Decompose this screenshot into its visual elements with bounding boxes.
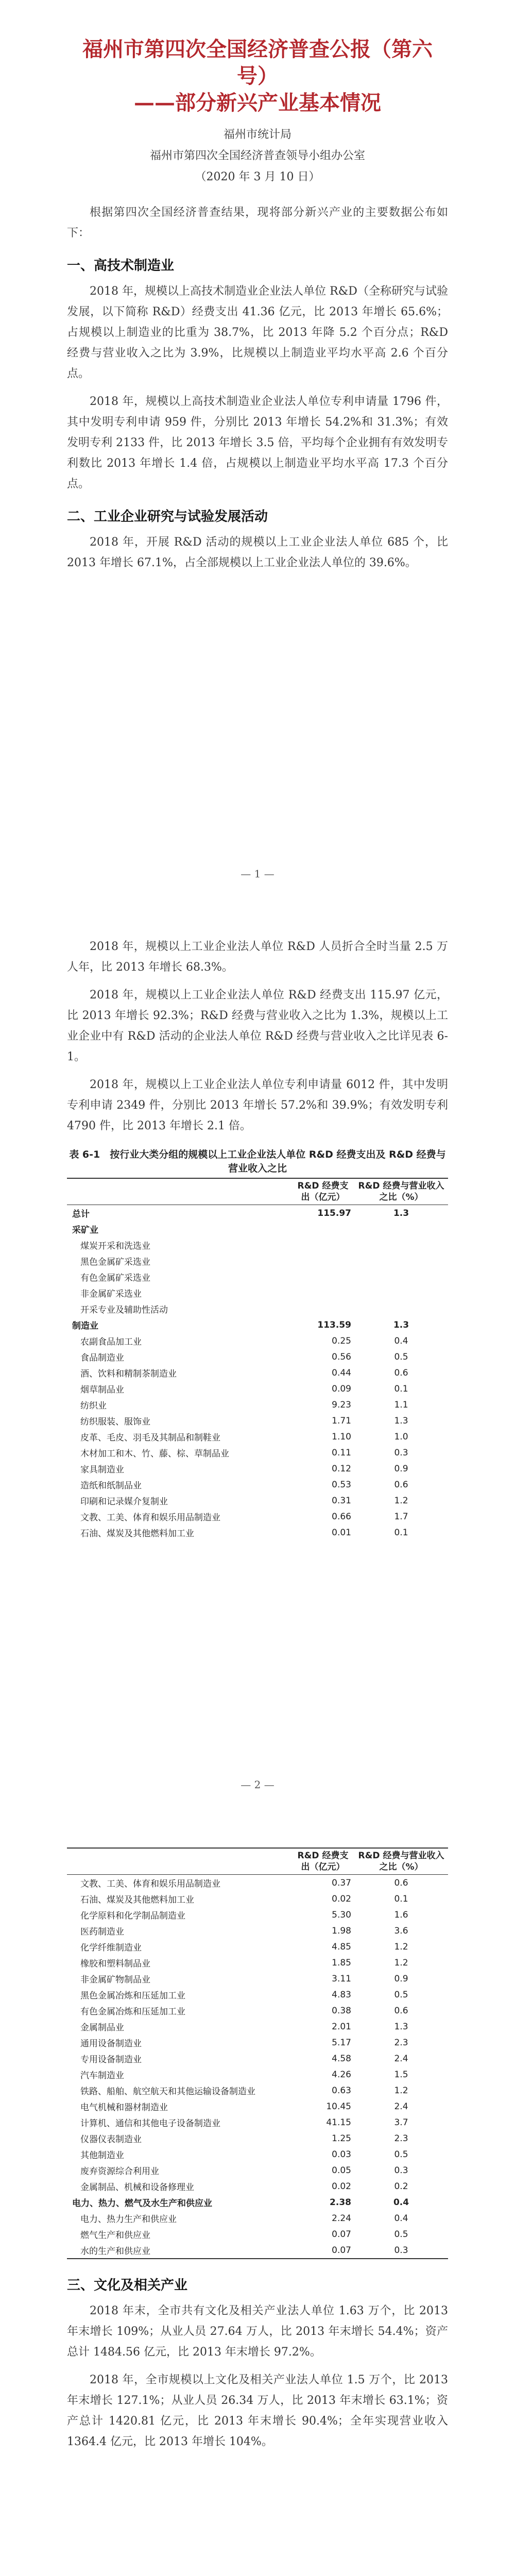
rd-value-cell: 115.97 xyxy=(317,1208,351,1218)
table-row xyxy=(67,1317,448,1333)
paragraph: 2018 年，规模以上高技术制造业企业法人单位专利申请量 1796 件，其中发明专利申请 959 件，分别比 2013 年增长 54.2%和 31.3%；有效发明专利 2133 件，比 2013 年增长 3.5 倍，平均每个企业拥有有效发明专利数比 2013 年增长 1.4 倍，占规模以上制造业平均水平高 17.3 个百分点。 xyxy=(67,395,448,490)
paragraph: 2018 年，规模以上工业企业法人单位 R&D 经费支出 115.97 亿元，比 2013 年增长 92.3%；R&D 经费与营业收入之比为 1.3%，规模以上工业企业中有 R&D 活动的企业法人单位 R&D 经费与营业收入之比详见表 6-1。 xyxy=(67,989,448,1063)
ratio-value-cell: 1.3 xyxy=(393,1208,409,1218)
industry-cell: 专用设备制造业 xyxy=(80,2055,142,2065)
table-row xyxy=(67,1891,448,1907)
rd-value-cell: 5.17 xyxy=(332,2037,351,2048)
table-row xyxy=(67,1477,448,1493)
ratio-value-cell: 1.7 xyxy=(394,1511,408,1522)
industry-cell: 金属制品、机械和设备修理业 xyxy=(80,2182,194,2193)
ratio-value-cell: 1.3 xyxy=(394,1415,408,1426)
rd-value-cell: 4.85 xyxy=(332,1941,351,1952)
table-row xyxy=(67,1269,448,1285)
table-row xyxy=(67,1365,448,1381)
industry-cell: 纺织服装、服饰业 xyxy=(80,1417,150,1427)
rd-value-cell: 0.09 xyxy=(332,1383,351,1394)
industry-cell: 开采专业及辅助性活动 xyxy=(80,1305,168,1315)
ratio-value-cell: 2.3 xyxy=(394,2037,408,2048)
ratio-value-cell: 0.6 xyxy=(394,1877,408,1888)
table-row xyxy=(67,1939,448,1955)
ratio-value-cell: 0.3 xyxy=(354,2242,448,2259)
rd-value-cell: 0.07 xyxy=(291,2242,354,2259)
ratio-value-cell: 1.2 xyxy=(394,1957,408,1968)
ratio-value-cell xyxy=(354,1301,448,1317)
rd-value-cell: 0.31 xyxy=(332,1495,351,1506)
rd-value-cell: 0.63 xyxy=(332,2085,351,2096)
industry-cell: 非金属矿物制品业 xyxy=(80,1975,150,1985)
rd-value-cell xyxy=(291,1253,354,1269)
rd-value-cell: 1.98 xyxy=(332,1925,351,1936)
ratio-value-cell: 0.9 xyxy=(394,1463,408,1474)
ratio-value-cell: 0.5 xyxy=(394,1351,408,1362)
ratio-value-cell: 2.3 xyxy=(394,2133,408,2144)
ratio-value-cell: 0.3 xyxy=(394,1447,408,1458)
industry-cell: 纺织业 xyxy=(80,1401,107,1411)
ratio-value-cell: 2.4 xyxy=(394,2101,408,2112)
table-header-ratio: R&D 经费与营业收入之比（%） xyxy=(354,1848,448,1875)
table-header-rd: R&D 经费支出（亿元） xyxy=(291,1178,354,1205)
industry-cell: 通用设备制造业 xyxy=(80,2039,142,2049)
rd-value-cell: 2.01 xyxy=(332,2021,351,2032)
rd-value-cell: 0.11 xyxy=(332,1447,351,1458)
table-caption: 表 6-1 按行业大类分组的规模以上工业企业法人单位 R&D 经费支出及 R&D 经费与营业收入之比 xyxy=(69,1149,446,1174)
rd-value-cell: 0.53 xyxy=(332,1479,351,1490)
page-3-content xyxy=(67,1848,448,2460)
rd-value-cell: 1.25 xyxy=(332,2133,351,2144)
title-line-1: 福州市第四次全国经济普查公报（第六号） xyxy=(82,37,433,88)
rd-value-cell: 0.02 xyxy=(332,2181,351,2192)
table-row xyxy=(67,1445,448,1461)
intro-paragraph: 根据第四次全国经济普查结果，现将部分新兴产业的主要数据公布如下： xyxy=(67,206,448,240)
section-heading: 三、文化及相关产业 xyxy=(67,2278,188,2293)
table-row xyxy=(67,2066,448,2082)
table-row xyxy=(67,1285,448,1301)
industry-cell: 文教、工美、体育和娱乐用品制造业 xyxy=(80,1879,220,1889)
table-row xyxy=(67,2194,448,2210)
rd-value-cell xyxy=(291,1301,354,1317)
table-row xyxy=(67,1493,448,1509)
industry-cell: 黑色金属冶炼和压延加工业 xyxy=(80,1991,185,2001)
industry-cell: 化学原料和化学制品制造业 xyxy=(80,1911,185,1921)
ratio-value-cell: 1.1 xyxy=(394,1399,408,1410)
table-row xyxy=(67,1397,448,1413)
rd-value-cell: 0.02 xyxy=(332,1893,351,1904)
paragraph: 2018 年，规模以上工业企业法人单位专利申请量 6012 件，其中发明专利申请 2349 件，分别比 2013 年增长 57.2%和 39.9%；有效发明专利 4790 件，比 2013 年增长 2.1 倍。 xyxy=(67,1078,448,1132)
page-number: — 1 — xyxy=(241,868,274,880)
table-row xyxy=(67,1971,448,1987)
industry-cell: 废弃资源综合利用业 xyxy=(80,2166,159,2177)
industry-cell: 金属制品业 xyxy=(80,2023,124,2033)
paragraph: 2018 年，规模以上工业企业法人单位 R&D 人员折合全时当量 2.5 万人年，比 2013 年增长 68.3%。 xyxy=(67,940,448,974)
ratio-value-cell: 0.6 xyxy=(394,1367,408,1378)
rd-value-cell: 4.58 xyxy=(332,2053,351,2064)
rd-value-cell: 0.56 xyxy=(332,1351,351,1362)
table-row xyxy=(67,2242,448,2259)
rd-value-cell: 1.10 xyxy=(332,1431,351,1442)
title-line-2: ——部分新兴产业基本情况 xyxy=(134,91,381,115)
ratio-value-cell: 3.7 xyxy=(394,2117,408,2128)
rd-table-part-1 xyxy=(67,1178,448,1540)
ratio-value-cell: 3.6 xyxy=(394,1925,408,1936)
industry-cell: 医药制造业 xyxy=(80,1927,124,1937)
section-heading: 一、高技术制造业 xyxy=(67,258,175,274)
paragraph: 2018 年，开展 R&D 活动的规模以上工业企业法人单位 685 个，比 2013 年增长 67.1%，占全部规模以上工业企业法人单位的 39.6%。 xyxy=(67,536,448,569)
ratio-value-cell: 1.0 xyxy=(394,1431,408,1442)
industry-cell: 家具制造业 xyxy=(80,1465,124,1475)
rd-value-cell: 0.07 xyxy=(332,2229,351,2240)
rd-value-cell: 0.03 xyxy=(332,2149,351,2160)
rd-value-cell xyxy=(291,1221,354,1237)
rd-value-cell xyxy=(291,1237,354,1253)
industry-cell: 有色金属矿采选业 xyxy=(80,1273,150,1283)
industry-cell: 橡胶和塑料制品业 xyxy=(80,1959,150,1969)
table-row xyxy=(67,1461,448,1477)
rd-value-cell: 1.85 xyxy=(332,1957,351,1968)
rd-value-cell: 5.30 xyxy=(332,1909,351,1920)
ratio-value-cell: 0.2 xyxy=(394,2181,408,2192)
industry-cell: 有色金属冶炼和压延加工业 xyxy=(80,2007,185,2017)
industry-cell: 电力、热力、燃气及水生产和供应业 xyxy=(72,2198,212,2209)
paragraph: 2018 年，规模以上高技术制造业企业法人单位 R&D（全称研究与试验发展，以下简称 R&D）经费支出 41.36 亿元，比 2013 年增长 65.6%；占规模以上制造业的比重为 38.7%，比 2013 年降 5.2 个百分点；R&D 经费与营业收入之比为 3.9%，比规模以上制造业平均水平高 2.6 个百分点。 xyxy=(67,285,448,380)
section-heading: 二、工业企业研究与试验发展活动 xyxy=(67,509,268,524)
rd-value-cell: 0.05 xyxy=(332,2165,351,2176)
page-2-content xyxy=(67,937,448,1540)
table-row xyxy=(67,1509,448,1524)
table-row xyxy=(67,1221,448,1237)
ratio-value-cell: 2.4 xyxy=(394,2053,408,2064)
ratio-value-cell: 0.6 xyxy=(394,1479,408,1490)
ratio-value-cell xyxy=(354,1269,448,1285)
table-row xyxy=(67,1301,448,1317)
page-1 xyxy=(0,0,515,911)
page-number: — 2 — xyxy=(241,1778,274,1791)
table-row xyxy=(67,1429,448,1445)
table-row xyxy=(67,2035,448,2050)
industry-cell: 印刷和记录媒介复制业 xyxy=(80,1497,168,1507)
rd-value-cell: 1.71 xyxy=(332,1415,351,1426)
industry-cell: 造纸和纸制品业 xyxy=(80,1481,142,1491)
table-row xyxy=(67,1987,448,2003)
table-header-industry xyxy=(67,1178,291,1205)
table-row xyxy=(67,2146,448,2162)
ratio-value-cell: 1.3 xyxy=(393,1319,409,1330)
table-row xyxy=(67,2098,448,2114)
table-row xyxy=(67,1333,448,1349)
ratio-value-cell: 0.1 xyxy=(394,1527,408,1538)
table-row xyxy=(67,2114,448,2130)
page-3 xyxy=(0,1822,515,2576)
industry-cell: 石油、煤炭及其他燃料加工业 xyxy=(80,1895,194,1905)
rd-value-cell: 0.44 xyxy=(332,1367,351,1378)
rd-value-cell: 4.26 xyxy=(332,2069,351,2080)
publish-date: （2020 年 3 月 10 日） xyxy=(195,171,320,183)
industry-cell: 黑色金属矿采选业 xyxy=(80,1257,150,1267)
table-row xyxy=(67,1955,448,1971)
ratio-value-cell xyxy=(354,1221,448,1237)
ratio-value-cell: 0.3 xyxy=(394,2165,408,2176)
rd-value-cell: 10.45 xyxy=(326,2101,351,2112)
industry-cell: 文教、工美、体育和娱乐用品制造业 xyxy=(80,1513,220,1523)
industry-cell: 农副食品加工业 xyxy=(80,1337,142,1347)
rd-value-cell xyxy=(291,1269,354,1285)
rd-value-cell: 2.38 xyxy=(330,2197,351,2208)
table-row xyxy=(67,1923,448,1939)
rd-value-cell: 2.24 xyxy=(332,2213,351,2224)
table-row xyxy=(67,1875,448,1891)
table-row xyxy=(67,1381,448,1397)
ratio-value-cell: 0.5 xyxy=(394,2229,408,2240)
rd-value-cell: 0.25 xyxy=(332,1335,351,1346)
ratio-value-cell: 1.5 xyxy=(394,2069,408,2080)
issuer-2: 福州市第四次全国经济普查领导小组办公室 xyxy=(149,149,365,162)
table-row xyxy=(67,2226,448,2242)
industry-cell: 仪器仪表制造业 xyxy=(80,2134,142,2145)
industry-cell: 食品制造业 xyxy=(80,1353,124,1363)
rd-value-cell: 0.37 xyxy=(332,1877,351,1888)
issuer-1: 福州市统计局 xyxy=(223,128,291,141)
ratio-value-cell xyxy=(354,1237,448,1253)
ratio-value-cell: 0.6 xyxy=(394,2005,408,2016)
table-row xyxy=(67,1237,448,1253)
rd-value-cell: 3.11 xyxy=(332,1973,351,1984)
table-row xyxy=(67,1413,448,1429)
bulletin-title xyxy=(67,36,448,116)
rd-value-cell: 4.83 xyxy=(332,1989,351,2000)
industry-cell: 石油、煤炭及其他燃料加工业 xyxy=(80,1529,194,1539)
rd-value-cell: 113.59 xyxy=(317,1319,351,1330)
table-row xyxy=(67,1349,448,1365)
paragraph: 2018 年末，全市共有文化及相关产业法人单位 1.63 万个，比 2013 年末增长 109%；从业人员 27.64 万人，比 2013 年末增长 54.4%；资产总计 1484.56 亿元，比 2013 年末增长 97.2%。 xyxy=(67,2304,448,2359)
industry-cell: 皮革、毛皮、羽毛及其制品和制鞋业 xyxy=(80,1433,220,1443)
ratio-value-cell: 0.1 xyxy=(394,1893,408,1904)
industry-cell: 酒、饮料和精制茶制造业 xyxy=(80,1369,177,1379)
industry-cell: 电力、热力生产和供应业 xyxy=(80,2214,177,2225)
industry-cell: 采矿业 xyxy=(72,1225,98,1235)
industry-cell: 煤炭开采和洗选业 xyxy=(80,1241,150,1251)
industry-cell: 水的生产和供应业 xyxy=(67,2242,291,2259)
industry-cell: 非金属矿采选业 xyxy=(80,1289,142,1299)
industry-cell: 烟草制品业 xyxy=(80,1385,124,1395)
table-row xyxy=(67,1524,448,1540)
table-row xyxy=(67,2050,448,2066)
table-row xyxy=(67,1907,448,1923)
paragraph: 2018 年，全市规模以上文化及相关产业法人单位 1.5 万个，比 2013 年末增长 127.1%；从业人员 26.34 万人，比 2013 年末增长 63.1%；资产总计 1420.81 亿元，比 2013 年末增长 90.4%；全年实现营业收入 1364.4 亿元，比 2013 年增长 104%。 xyxy=(67,2374,448,2448)
table-row xyxy=(67,1205,448,1222)
table-row xyxy=(67,2178,448,2194)
ratio-value-cell: 1.6 xyxy=(394,1909,408,1920)
table-row xyxy=(67,2210,448,2226)
rd-value-cell: 0.66 xyxy=(332,1511,351,1522)
table-header-rd: R&D 经费支出（亿元） xyxy=(291,1848,354,1875)
ratio-value-cell: 0.9 xyxy=(394,1973,408,1984)
rd-value-cell xyxy=(291,1285,354,1301)
table-header-ratio: R&D 经费与营业收入之比（%） xyxy=(354,1178,448,1205)
industry-cell: 计算机、通信和其他电子设备制造业 xyxy=(80,2119,220,2129)
table-row xyxy=(67,1253,448,1269)
table-row xyxy=(67,2130,448,2146)
ratio-value-cell: 0.5 xyxy=(394,2149,408,2160)
table-row xyxy=(67,2082,448,2098)
industry-cell: 木材加工和木、竹、藤、棕、草制品业 xyxy=(80,1449,229,1459)
industry-cell: 其他制造业 xyxy=(80,2150,124,2161)
rd-value-cell: 0.38 xyxy=(332,2005,351,2016)
table-header-industry xyxy=(67,1848,291,1875)
rd-value-cell: 0.12 xyxy=(332,1463,351,1474)
ratio-value-cell: 0.1 xyxy=(394,1383,408,1394)
ratio-value-cell: 1.2 xyxy=(394,1495,408,1506)
page-2 xyxy=(0,911,515,1822)
rd-value-cell: 41.15 xyxy=(326,2117,351,2128)
ratio-value-cell: 1.3 xyxy=(394,2021,408,2032)
industry-cell: 总计 xyxy=(72,1209,90,1219)
ratio-value-cell: 0.4 xyxy=(393,2197,409,2208)
ratio-value-cell: 1.2 xyxy=(394,2085,408,2096)
table-row xyxy=(67,2162,448,2178)
ratio-value-cell: 0.4 xyxy=(394,2213,408,2224)
ratio-value-cell: 0.5 xyxy=(394,1989,408,2000)
ratio-value-cell xyxy=(354,1285,448,1301)
page-1-content xyxy=(67,36,448,581)
ratio-value-cell: 0.4 xyxy=(394,1335,408,1346)
industry-cell: 汽车制造业 xyxy=(80,2071,124,2081)
rd-value-cell: 9.23 xyxy=(332,1399,351,1410)
industry-cell: 燃气生产和供应业 xyxy=(80,2230,150,2241)
industry-cell: 化学纤维制造业 xyxy=(80,1943,142,1953)
industry-cell: 电气机械和器材制造业 xyxy=(80,2103,168,2113)
rd-value-cell: 0.01 xyxy=(332,1527,351,1538)
rd-table-part-2 xyxy=(67,1848,448,2259)
industry-cell: 制造业 xyxy=(72,1321,98,1331)
table-row xyxy=(67,2019,448,2035)
industry-cell: 铁路、船舶、航空航天和其他运输设备制造业 xyxy=(80,2087,255,2097)
ratio-value-cell: 1.2 xyxy=(394,1941,408,1952)
ratio-value-cell xyxy=(354,1253,448,1269)
table-row xyxy=(67,2003,448,2019)
